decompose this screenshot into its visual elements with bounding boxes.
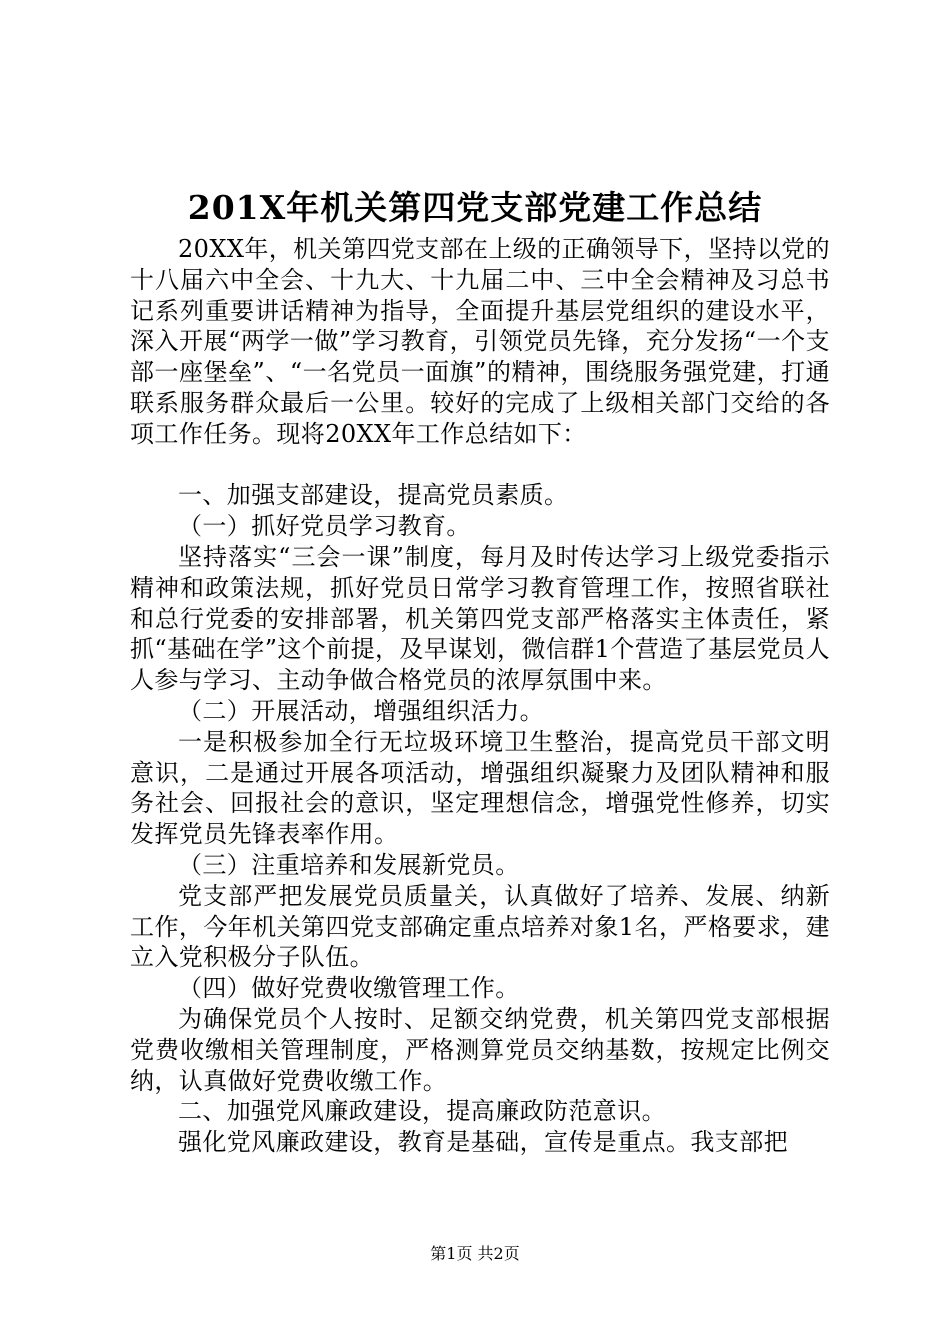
- paragraph-dues: 为确保党员个人按时、足额交纳党费，机关第四党支部根据党费收缴相关管理制度，严格测算党员交纳基数，按规定比例交纳，认真做好党费收缴工作。: [130, 1004, 830, 1095]
- paragraph-activities: 一是积极参加全行无垃圾环境卫生整治，提高党员干部文明意识，二是通过开展各项活动，增强组织凝聚力及团队精神和服务社会、回报社会的意识，坚定理想信念，增强党性修养，切实发挥党员先锋表率作用。: [130, 727, 830, 849]
- subsection-heading-4: （四）做好党费收缴管理工作。: [178, 974, 520, 1003]
- subsection-heading-2: （二）开展活动，增强组织活力。: [178, 696, 544, 725]
- paragraph-study-education: 坚持落实“三会一课”制度，每月及时传达学习上级党委指示精神和政策法规，抓好党员日常学习教育管理工作，按照省联社和总行党委的安排部署，机关第四党支部严格落实主体责任，紧抓“基础在学”这个前提，及早谋划，微信群1个营造了基层党员人人参与学习、主动争做合格党员的浓厚氛围中来。: [130, 542, 830, 695]
- subsection-heading-3: （三）注重培养和发展新党员。: [178, 850, 520, 879]
- document-title: 201X年机关第四党支部党建工作总结: [187, 188, 763, 227]
- page-number-footer: 第1页 共2页: [430, 1244, 520, 1263]
- section-heading-2: 二、加强党风廉政建设，提高廉政防范意识。: [178, 1097, 666, 1126]
- paragraph-new-members: 党支部严把发展党员质量关，认真做好了培养、发展、纳新工作，今年机关第四党支部确定重点培养对象1名，严格要求，建立入党积极分子队伍。: [130, 881, 830, 972]
- subsection-heading-1: （一）抓好党员学习教育。: [178, 512, 471, 541]
- intro-paragraph: 20XX年，机关第四党支部在上级的正确领导下，坚持以党的十八届六中全会、十九大、十九届二中、三中全会精神及习总书记系列重要讲话精神为指导，全面提升基层党组织的建设水平，深入开展“两学一做”学习教育，引领党员先锋，充分发扬“一个支部一座堡垒”、“一名党员一面旗”的精神，围绕服务强党建，打通联系服务群众最后一公里。较好的完成了上级相关部门交给的各项工作任务。现将20XX年工作总结如下：: [130, 235, 830, 448]
- paragraph-integrity: 强化党风廉政建设，教育是基础，宣传是重点。我支部把: [178, 1128, 788, 1157]
- section-heading-1: 一、加强支部建设，提高党员素质。: [178, 481, 569, 510]
- document-body: [130, 234, 830, 1158]
